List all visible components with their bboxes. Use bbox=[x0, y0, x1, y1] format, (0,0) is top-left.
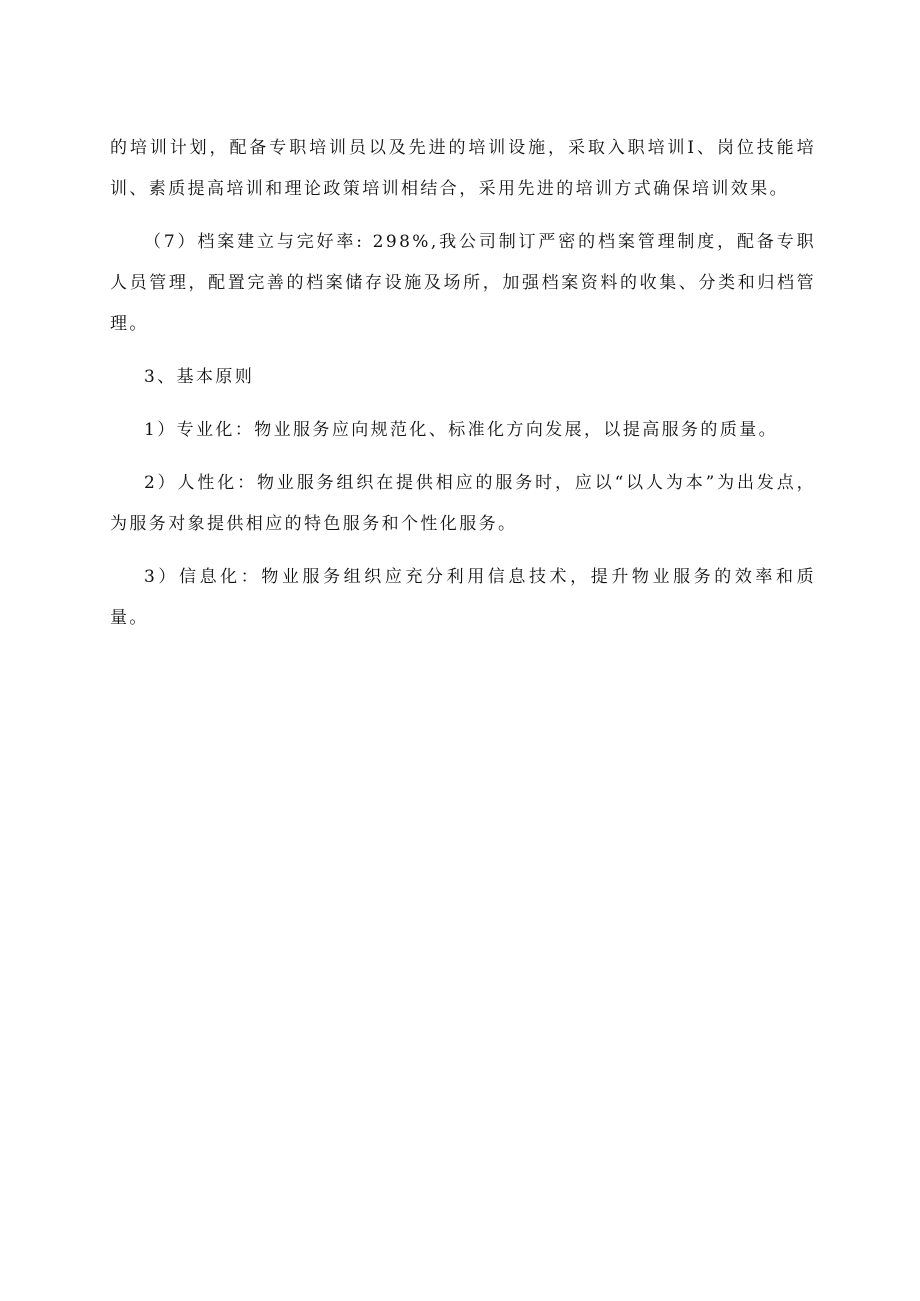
principle-item-professionalization: 1）专业化：物业服务应向规范化、标准化方向发展，以提高服务的质量。 bbox=[144, 420, 779, 440]
principle-item-informatization: 3）信息化：物业服务组织应充分利用信息技术，提升物业服务的效率和质量。 bbox=[110, 567, 816, 628]
paragraph-archive-rate: （7）档案建立与完好率: 298%,我公司制订严密的档案管理制度，配备专职人员管理，配置完善的档案储存设施及场所，加强档案资料的收集、分类和归档管理。 bbox=[110, 232, 816, 334]
document-body bbox=[110, 128, 816, 651]
principle-item-humanization: 2）人性化：物业服务组织在提供相应的服务时，应以“以人为本”为出发点，为服务对象提供相应的特色服务和个性化服务。 bbox=[110, 473, 816, 534]
section-heading-basic-principles: 3、基本原则 bbox=[144, 367, 255, 387]
paragraph-training-continuation: 的培训计划，配备专职培训员以及先进的培训设施，采取入职培训I、岗位技能培训、素质提高培训和理论政策培训相结合，采用先进的培训方式确保培训效果。 bbox=[110, 138, 816, 199]
